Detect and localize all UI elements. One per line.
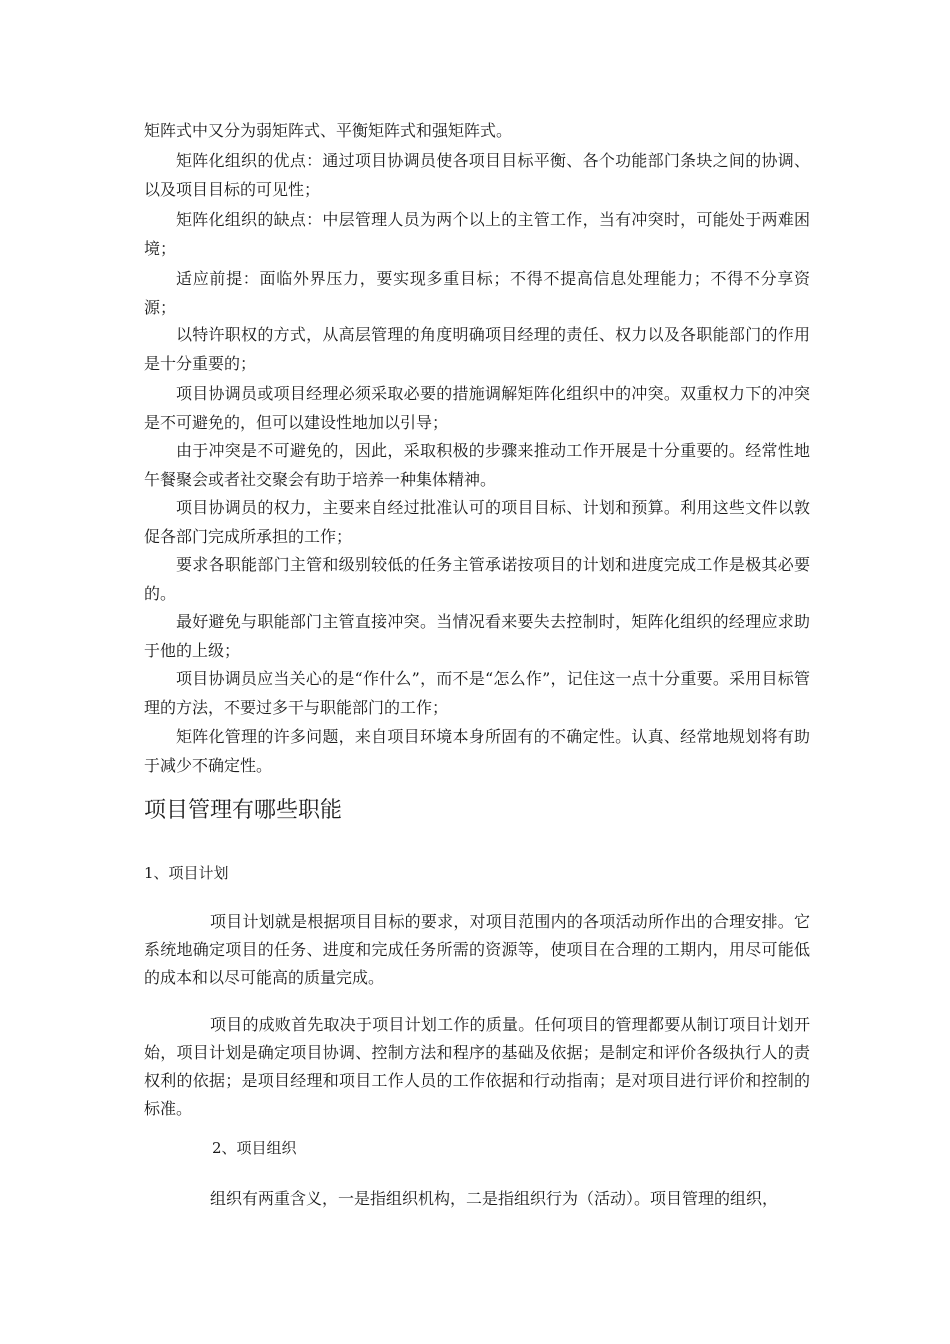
section-heading: 项目管理有哪些职能 bbox=[144, 798, 343, 823]
paragraph: 项目的成败首先取决于项目计划工作的质量。任何项目的管理都要从制订项目计划开始，项目计划是确定项目协调、控制方法和程序的基础及依据；是制定和评价各级执行人的责权利的依据；是项目经理和项目工作人员的工作依据和行动指南；是对项目进行评价和控制的标准。 bbox=[144, 1015, 810, 1118]
paragraph: 要求各职能部门主管和级别较低的任务主管承诺按项目的计划和进度完成工作是极其必要的。 bbox=[144, 555, 810, 603]
paragraph: 组织有两重含义，一是指组织机构，二是指组织行为（活动）。项目管理的组织， bbox=[210, 1189, 779, 1208]
section-title: 1、项目计划 bbox=[144, 864, 229, 882]
paragraph: 最好避免与职能部门主管直接冲突。当情况看来要失去控制时，矩阵化组织的经理应求助于他的上级； bbox=[144, 612, 810, 660]
paragraph: 由于冲突是不可避免的，因此，采取积极的步骤来推动工作开展是十分重要的。经常性地午餐聚会或者社交聚会有助于培养一种集体精神。 bbox=[144, 441, 810, 489]
paragraph: 矩阵化组织的优点：通过项目协调员使各项目目标平衡、各个功能部门条块之间的协调、以及项目目标的可见性； bbox=[144, 151, 810, 199]
paragraph: 矩阵化管理的许多问题，来自项目环境本身所固有的不确定性。认真、经常地规划将有助于减少不确定性。 bbox=[144, 727, 810, 775]
paragraph: 矩阵式中又分为弱矩阵式、平衡矩阵式和强矩阵式。 bbox=[144, 121, 513, 140]
paragraph: 项目协调员应当关心的是“作什么”，而不是“怎么作”，记住这一点十分重要。采用目标管理的方法，不要过多干与职能部门的工作； bbox=[144, 669, 810, 717]
paragraph: 适应前提：面临外界压力，要实现多重目标；不得不提高信息处理能力；不得不分享资源； bbox=[144, 269, 810, 317]
paragraph: 以特许职权的方式，从高层管理的角度明确项目经理的责任、权力以及各职能部门的作用是十分重要的； bbox=[144, 325, 810, 373]
paragraph: 项目计划就是根据项目目标的要求，对项目范围内的各项活动所作出的合理安排。它系统地确定项目的任务、进度和完成任务所需的资源等，使项目在合理的工期内，用尽可能低的成本和以尽可能高的质量完成。 bbox=[144, 912, 810, 987]
section-title: 2、项目组织 bbox=[212, 1139, 297, 1157]
paragraph: 项目协调员的权力，主要来自经过批准认可的项目目标、计划和预算。利用这些文件以敦促各部门完成所承担的工作； bbox=[144, 498, 810, 546]
paragraph: 项目协调员或项目经理必须采取必要的措施调解矩阵化组织中的冲突。双重权力下的冲突是不可避免的，但可以建设性地加以引导； bbox=[144, 384, 810, 432]
paragraph: 矩阵化组织的缺点：中层管理人员为两个以上的主管工作，当有冲突时，可能处于两难困境； bbox=[144, 210, 810, 258]
